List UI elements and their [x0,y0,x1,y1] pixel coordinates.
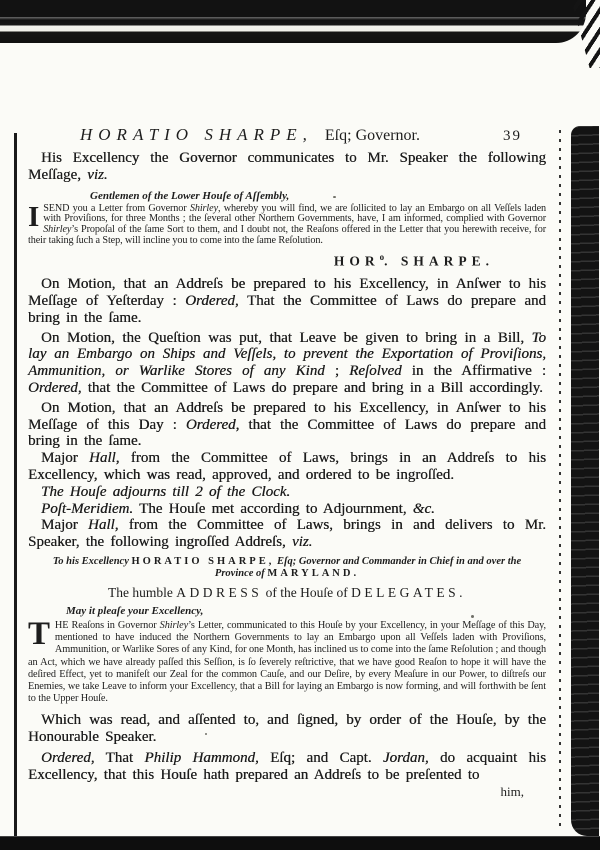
shirley-name: Shirley [43,224,72,236]
message-seg: , whereby you will find, we are ſollicited to lay an Embargo on all Veſſels laden with Proviſions, for three Months ; the ſeveral other Northern Governments, have, I am informed, complied with Governor [43,202,546,225]
address-caps: ADDRESS [176,585,263,601]
message-seg: SEND you a Letter from Governor [43,202,190,214]
sharpe-name-caps: HORATIO SHARPE, [131,556,275,568]
hall-text: Major [41,450,89,467]
intro-paragraph [28,150,546,184]
intro-text: His Excellency the Governor communicates to Mr. Speaker the following Meſſage, [28,150,546,183]
signature-pre: HOR [333,253,380,269]
ordered-keyword: Ordered, [185,416,240,433]
dropcap-T: T [28,616,50,653]
bottom-scan-band [0,836,600,850]
page-content [28,125,546,800]
motion-text: On Motion, that an Addreſs be prepared to his Excellency, in Anſwer to his Meſſage of this Day : [28,399,546,433]
ordered-keyword: Ordered, [41,750,95,767]
governor-message-body [28,200,546,247]
hall-name: Hall, [88,450,120,467]
address-title-text: of the Houſe of [262,585,352,601]
signature-post: . SHARPE. [384,253,494,269]
province-text: Province of [214,568,268,580]
motion-text: that the Committee of Laws do prepare and bring in the ſame. [28,416,546,450]
motion-paragraph-2 [28,330,546,397]
page-title: HORATIO SHARPE, [80,125,313,144]
ordered-text: do acquaint his Excellency, that this Houſe hath prepared an Addreſs to be preſented to [28,750,546,783]
address-salutation: May it pleaſe your Excellency, [66,605,204,618]
ordered-keyword: Ordered, [185,293,239,310]
delegates-caps: DELEGATES. [351,585,466,601]
jordan-name: Jordan, [382,750,429,767]
hall-paragraph-2 [28,517,546,551]
right-binding-band [571,126,599,836]
governor-signature [28,252,546,270]
shirley-name: Shirley [189,202,219,214]
page-number: 39 [503,128,522,144]
hall-paragraph-1 [28,450,546,484]
ordered-text: That [94,750,145,767]
viz-abbrev: viz. [87,166,108,183]
resolved-keyword: Reſolved [349,363,402,380]
address-heading-text: To his Excellency [52,556,132,568]
adjournment-line: The Houſe adjourns till 2 of the Clock. [41,483,291,500]
right-stitch-line [559,130,561,830]
left-margin-rule [14,133,17,839]
signature-superscript: o [379,251,385,262]
address-heading-line2 [28,568,546,580]
motion-text: That the Committee of Laws do prepare and bring in the ſame. [28,293,546,326]
motion-text: that the Committee of Laws do prepare and bring in a Bill accordingly. [81,380,543,397]
motion-paragraph-1 [28,276,546,326]
hall-text: from the Committee of Laws, brings in an Addreſs to his Excellency, which was read, approved, and ordered to be ingroſſed. [28,450,546,484]
post-meridiem-text: The Houſe met according to Adjournment, [133,500,413,517]
motion-text: On Motion, that an Addreſs be prepared to his Excellency, in Anſwer to his Meſſage of Yeſterday : [28,276,546,310]
address-seg: HE Reaſons in Governor [54,620,160,632]
address-heading-line1 [28,556,546,568]
motion-text: in the Affirmative : [401,363,546,380]
dropcap-I: I [28,200,40,233]
address-seg: ’s Letter, communicated to this Houſe by your Excellency, in your Meſſage of this Day, mentioned to have induced the Northern Governments to lay an Embargo upon all Veſſels laden with Proviſions, Ammunition, or Warlike Sores of any Kind, for one Month, has inclined us to come into the ſame Reſolution ; and though an Act, which we have already paſſed this Seſſion, is ſo ſeverely reſtrictive, that we have good Reaſon to hope it will have the deſired Effect, yet to manifeſt our Zeal for the common Cauſe, and our Deſire, by every Meaſure in our Power, to diſtreſs our Enemies, we take Leave to inform your Excellency, that a Bill for laying an Embargo is now forming, and will forthwith be ſent to the Upper Houſe. [28,620,546,705]
address-title-text: The humble [108,585,177,601]
message-seg: ’s Propoſal of the ſame Sort to them, and I doubt not, the Reaſons offered in the Letter that you herewith receive, for their taking ſuch a Step, will incline you to come into the ſame Reſolution. [28,224,546,246]
hammond-name: Philip Hammond, [144,750,259,767]
hall-text: Major [41,517,88,534]
catchword: him, [500,783,524,799]
hall-text: from the Committee of Laws, brings in and delivers to Mr. Speaker, the following ingroſſed Addreſs, [28,517,546,551]
viz-abbrev: viz. [291,534,313,551]
page-title-suffix: Eſq; Governor. [324,127,420,144]
assent-paragraph: Which was read, and aſſented to, and ſigned, by order of the Houſe, by the Honourable Speaker. [28,712,546,746]
motion-text: On Motion, the Queſtion was put, that Leave be given to bring in a Bill, [41,329,532,346]
address-title [28,585,546,601]
address-heading-text: Eſq; Governor and Commander in Chief in and over the [274,556,522,568]
message-salutation: Gentlemen of the Lower Houſe of Aſſembly, [90,189,290,202]
post-meridiem-label: Poſt-Meridiem. [41,500,134,517]
ordered-text: Eſq; and Capt. [258,750,383,767]
running-head [28,125,546,145]
ordered-keyword: Ordered, [28,380,82,397]
hall-name: Hall, [87,517,119,534]
motion-paragraph-3 [28,400,546,450]
top-scan-band [0,0,586,43]
maryland-caps: MARYLAND. [267,568,360,580]
motion-text: ; [324,363,350,380]
address-body [28,616,546,705]
shirley-name: Shirley [159,620,189,632]
ordered-paragraph [28,750,546,784]
post-meridiem-line [28,501,546,518]
etc-abbrev: &c. [412,500,435,517]
bill-title: To lay an Embargo on Ships and Veſſels, to prevent the Exportation of Proviſions, Ammunition, or Warlike Stores of any Kind [28,329,546,380]
